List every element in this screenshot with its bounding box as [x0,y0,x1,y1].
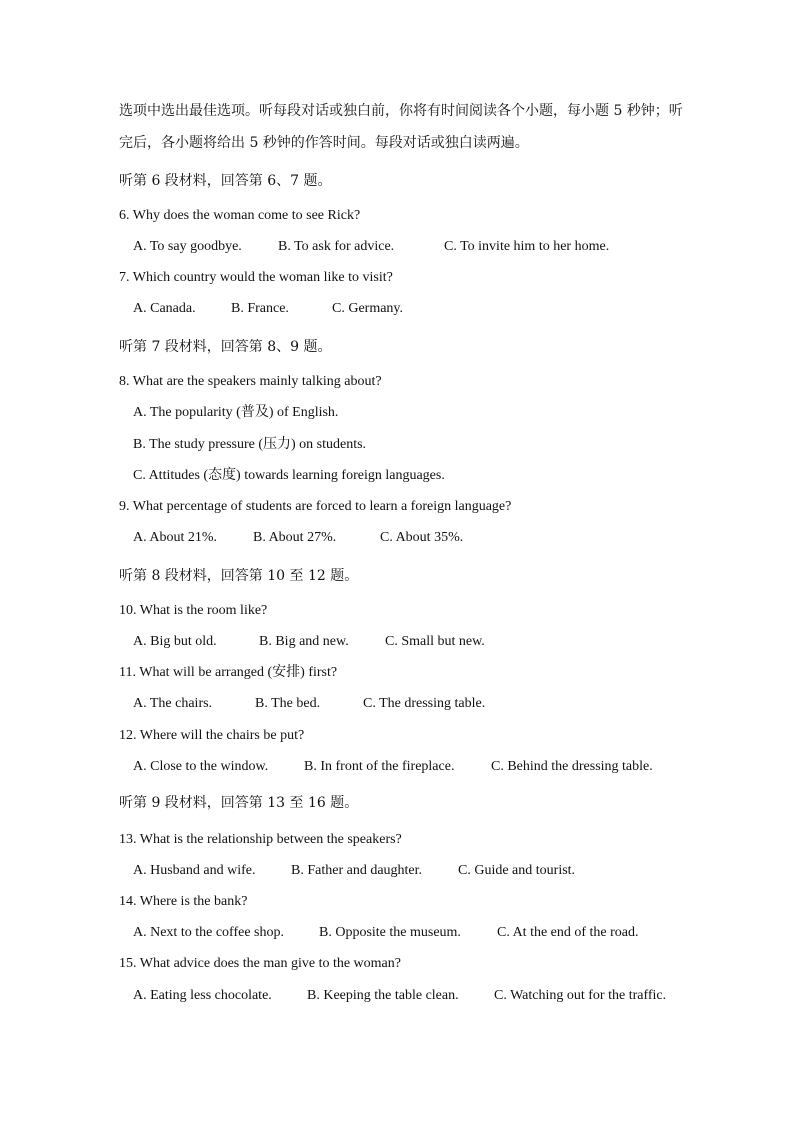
question-stem: 11. What will be arranged (安排) first? [119,665,338,680]
question-stem: 10. What is the room like? [119,603,268,618]
answer-option: B. Big and new. [259,634,349,649]
instructions-line: 选项中选出最佳选项。听每段对话或独白前，你将有时间阅读各个小题，每小题 5 秒钟；听 [119,103,683,119]
question-stem: 14. Where is the bank? [119,894,248,909]
question-stem: 7. Which country would the woman like to visit? [119,270,393,285]
section-header: 听第 9 段材料，回答第 13 至 16 题。 [119,795,359,811]
answer-option: B. About 27%. [253,530,337,545]
answer-option: B. Opposite the museum. [319,925,461,940]
answer-option: B. The study pressure (压力) on students. [133,437,367,452]
answer-option: A. Big but old. [133,634,217,649]
section-header: 听第 7 段材料，回答第 8、9 题。 [119,339,332,355]
question-stem: 12. Where will the chairs be put? [119,728,305,743]
question-stem: 6. Why does the woman come to see Rick? [119,208,361,223]
answer-option: A. Next to the coffee shop. [133,925,284,940]
answer-option: B. Father and daughter. [291,863,423,878]
answer-option: A. To say goodbye. [133,239,242,254]
answer-option: A. Husband and wife. [133,863,256,878]
answer-option: A. The chairs. [133,696,213,711]
answer-option: C. Germany. [332,301,404,316]
answer-option: C. About 35%. [380,530,464,545]
answer-option: A. Close to the window. [133,759,269,774]
answer-option: C. The dressing table. [363,696,486,711]
answer-option: A. Canada. [133,301,196,316]
answer-option: C. Guide and tourist. [458,863,576,878]
instructions-line: 完后，各小题将给出 5 秒钟的作答时间。每段对话或独白读两遍。 [119,135,529,151]
question-stem: 9. What percentage of students are forced to learn a foreign language? [119,499,512,514]
answer-option: C. Small but new. [385,634,485,649]
section-header: 听第 6 段材料，回答第 6、7 题。 [119,173,332,189]
answer-option: C. Attitudes (态度) towards learning foreign languages. [133,468,445,483]
answer-option: C. Watching out for the traffic. [494,988,667,1003]
answer-option: A. About 21%. [133,530,217,545]
answer-option: C. To invite him to her home. [444,239,610,254]
question-stem: 8. What are the speakers mainly talking about? [119,374,382,389]
answer-option: B. France. [231,301,289,316]
answer-option: B. Keeping the table clean. [307,988,459,1003]
question-stem: 15. What advice does the man give to the woman? [119,956,401,971]
answer-option: A. The popularity (普及) of English. [133,405,339,420]
answer-option: A. Eating less chocolate. [133,988,272,1003]
section-header: 听第 8 段材料，回答第 10 至 12 题。 [119,568,359,584]
question-stem: 13. What is the relationship between the speakers? [119,832,402,847]
answer-option: C. Behind the dressing table. [491,759,653,774]
answer-option: C. At the end of the road. [497,925,639,940]
answer-option: B. To ask for advice. [278,239,395,254]
answer-option: B. In front of the fireplace. [304,759,455,774]
answer-option: B. The bed. [255,696,321,711]
